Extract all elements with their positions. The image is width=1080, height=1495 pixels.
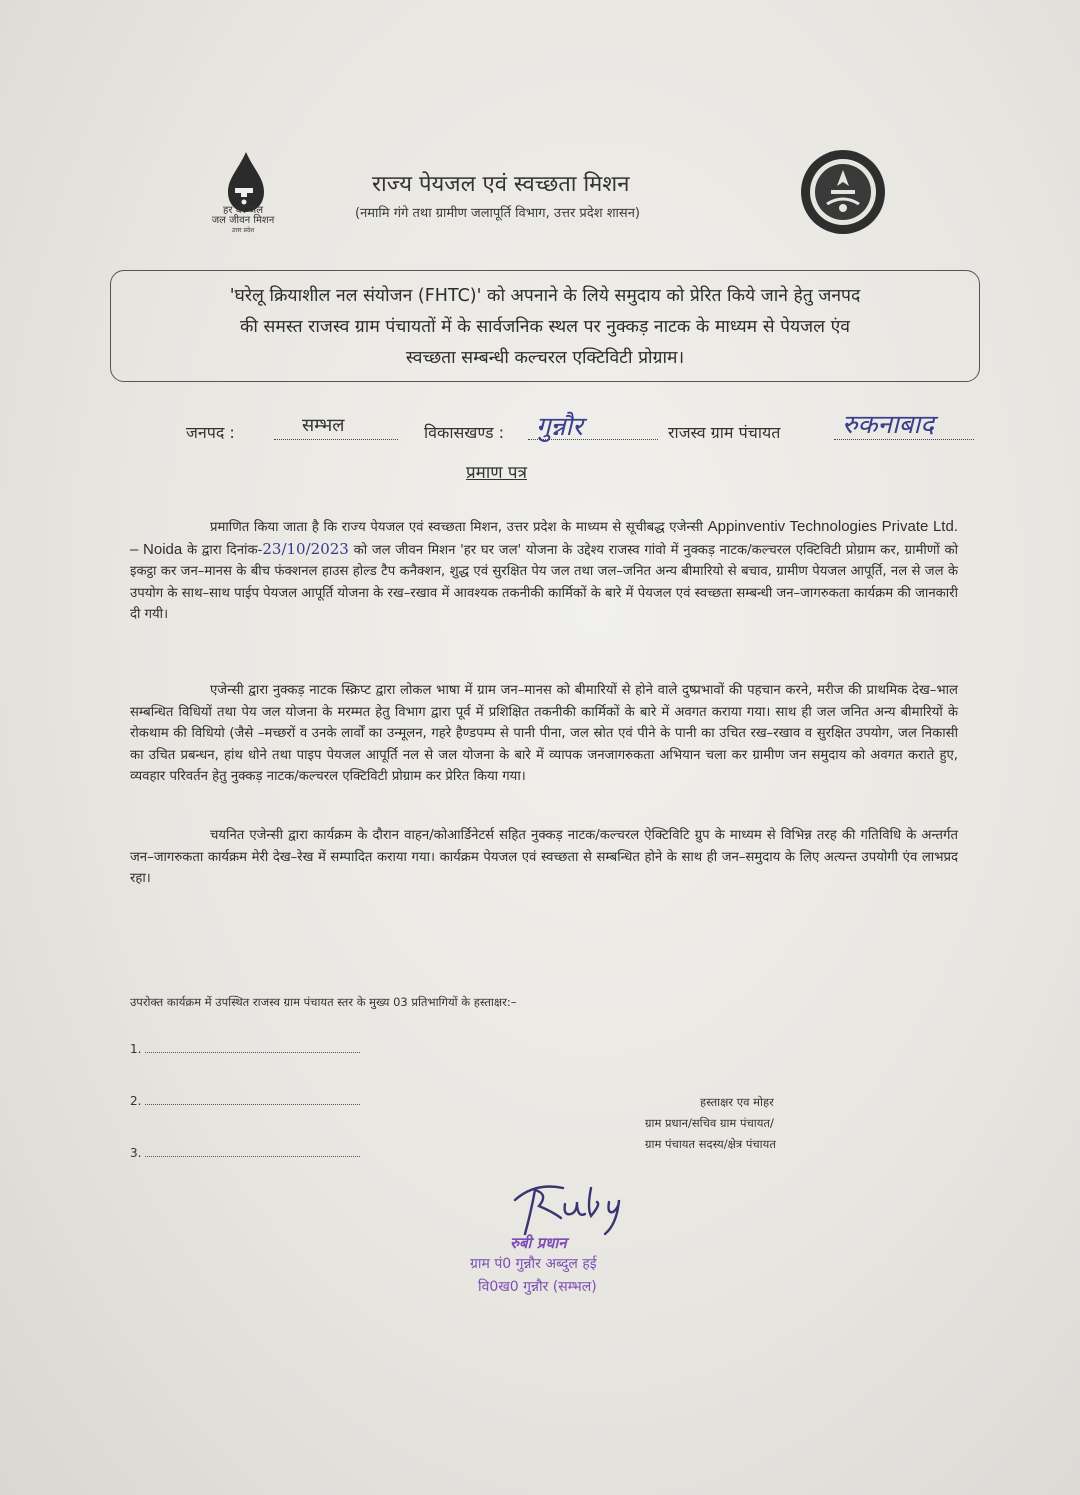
p1-body: को जल जीवन मिशन 'हर घर जल' योजना के उद्देश्य राजस्व गांवो में नुक्कड़ नाटक/कल्चरल एक्टिविटी प्रोग्राम कर, ग्रामीणों को इकट्ठा कर जन–मानस के बीच फंक्शनल हाउस होल्ड टैप कनैक्शन, शुद्ध एवं सुरक्षित पेय जल तथा जल–जनित अन्य बीमारियो से बचाव, ग्रामीण पेयजल आपूर्ति, नल से जल के उपयोग के साथ–साथ पाईप पेयजल आपूर्ति योजना के रख–रखाव में आवश्यक तकनीकी कार्मिकों के बारे में पेयजल एवं स्वच्छता सम्बन्धी जन–जागरुकता कार्यक्रम की जानकारी दी गयी।	[130, 542, 958, 623]
block-value: गुन्नौर	[536, 412, 583, 442]
certificate-title: प्रमाण पत्र	[466, 463, 527, 483]
stamp-name: रुबी प्रधान	[510, 1234, 567, 1252]
stamp-line-3: वि0ख0 गुन्नौर (सम्भल)	[478, 1279, 597, 1295]
header-title: राज्य पेयजल एवं स्वच्छता मिशन	[372, 172, 630, 197]
district-value: सम्भल	[302, 415, 345, 436]
certificate-paragraph-2: एजेन्सी द्वारा नुक्कड़ नाटक स्क्रिप्ट द्वारा लोकल भाषा में ग्राम जन–मानस को बीमारियों से होने वाले दुष्प्रभावों की पहचान करने, मरीज की प्राथमिक देख–भाल सम्बन्धित विधियों तथा पेय जल योजना के मरम्मत हेतु विभाग द्वारा पूर्व में प्रशिक्षित तकनीकी कार्मिकों के बारे में अवगत कराया गया। साथ ही जल जनित अन्य बीमारियों के रोकथाम की विधियो (जैसे –मच्छरों व उनके लार्वों का उन्मूलन, गहरे हैण्डपम्प से पानी पीना, जल स्रोत एवं पीने के पानी का उचित रख–रखाव व सुरक्षित उपयोग, जल निकासी का उचित प्रबन्धन, हांथ धोने तथा पाइप पेयजल आपूर्ति नल से जल योजना के बारे में व्यापक जनजागरुकता अभियान चला कर ग्रामीण जन समुदाय को अवगत कराते हुए, व्यवहार परिवर्तन हेतु नुक्कड़ नाटक/कल्चरल एक्टिविटी प्रोग्राम कर प्रेरित किया गया।	[130, 683, 958, 785]
panchayat-value: रुकनाबाद	[842, 410, 935, 440]
signature-authority-block	[645, 1092, 875, 1155]
certificate-paragraph-3: चयनित एजेन्सी द्वारा कार्यक्रम के दौरान वाहन/कोआर्डिनेटर्स सहित नुक्कड़ नाटक/कल्चरल ऐक्टिविटि ग्रुप के माध्यम से विभिन्न तरह की गतिविधि के अन्तर्गत जन–जागरुकता कार्यक्रम मेरी देख–रेख में सम्पादित कराया गया। कार्यक्रम पेयजल एवं स्वच्छता से सम्बन्धित होने के साथ ही जन–समुदाय के लिए अत्यन्त उपयोगी एंव लाभप्रद रहा।	[130, 828, 958, 887]
location-fields	[186, 410, 1046, 455]
signature-seal-label: हस्ताक्षर एव मोहर	[700, 1095, 774, 1109]
certificate-paragraph-1	[130, 516, 958, 626]
district-label: जनपद :	[186, 423, 235, 442]
program-line-3: स्वच्छता सम्बन्धी कल्चरल एक्टिविटी प्रोग्राम।	[405, 348, 685, 368]
jal-jeevan-mission-logo	[188, 148, 288, 240]
agency-name: Appinventiv Technologies Private Ltd. – Noida	[130, 518, 958, 558]
program-date: 23/10/2023	[262, 539, 349, 558]
signature-role-line-1: ग्राम प्रधान/सचिव ग्राम पंचायत/	[645, 1116, 774, 1130]
block-field	[528, 412, 658, 442]
p1-intro: प्रमाणित किया जाता है कि राज्य पेयजल एवं स्वच्छता मिशन, उत्तर प्रदेश के माध्यम से सूचीबद्ध एजेन्सी	[210, 520, 703, 535]
program-title-box	[110, 270, 980, 382]
logo-text-line3: उत्तर प्रदेश	[231, 227, 255, 234]
participant-signature-2	[130, 1094, 360, 1108]
logo-text-line2: जल जीवन मिशन	[211, 215, 275, 226]
district-field	[274, 415, 398, 440]
logo-text-line1: हर घर जल	[223, 205, 263, 216]
program-line-1: 'घरेलू क्रियाशील नल संयोजन (FHTC)' को अपनाने के लिये समुदाय को प्रेरित किये जाने हेतु जनपद	[229, 286, 861, 306]
header-subtitle: (नमामि गंगे तथा ग्रामीण जलापूर्ति विभाग, उत्तर प्रदेश शासन)	[355, 206, 640, 221]
up-government-emblem-icon	[797, 146, 889, 238]
signature-role-line-2: ग्राम पंचायत सदस्य/क्षेत्र पंचायत	[645, 1137, 776, 1151]
attendance-note: उपरोक्त कार्यक्रम में उपस्थित राजस्व ग्राम पंचायत स्तर के मुख्य 03 प्रतिभागियों के हस्ताक्षर:–	[130, 995, 517, 1009]
participant-signature-3	[130, 1146, 360, 1160]
block-label: विकासखण्ड :	[424, 423, 505, 442]
participant-number-1: 1.	[130, 1042, 142, 1056]
participant-signature-1	[130, 1042, 360, 1056]
pradhan-stamp	[470, 1185, 710, 1299]
stamp-line-2: ग्राम पं0 गुन्नौर अब्दुल हई	[470, 1256, 597, 1272]
participant-number-2: 2.	[130, 1094, 142, 1108]
panchayat-label: राजस्व ग्राम पंचायत	[668, 423, 781, 442]
panchayat-field	[834, 410, 974, 440]
p1-date-label: के द्वारा दिनांक-	[186, 542, 263, 558]
participant-number-3: 3.	[130, 1146, 142, 1160]
program-line-2: की समस्त राजस्व ग्राम पंचायतों में के सार्वजनिक स्थल पर नुक्कड़ नाटक के माध्यम से पेयजल एंव	[239, 317, 850, 337]
